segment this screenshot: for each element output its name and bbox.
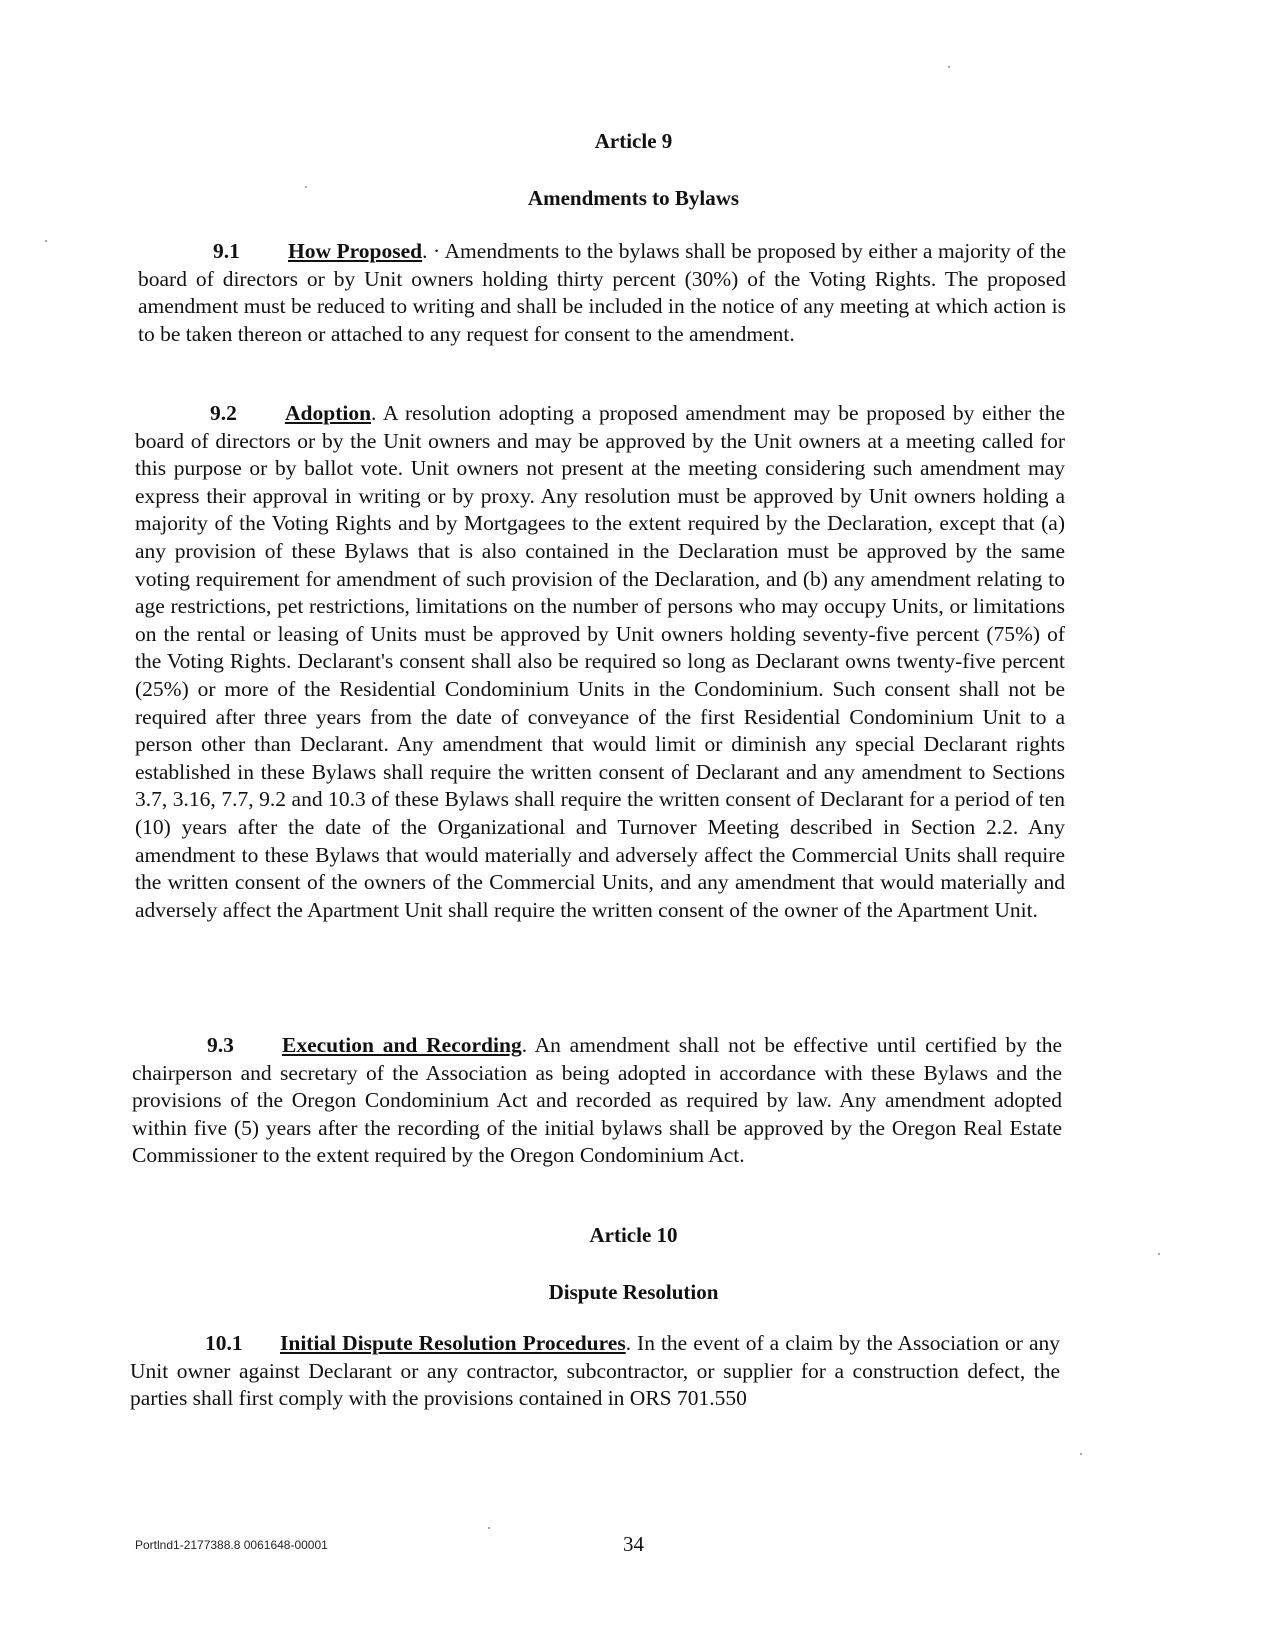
section-body: . In the event of a claim by the Association or any Unit owner against Declarant or any contractor, subcontractor, or supplier for a construction defect, the parties shall first comply with the provisions contained in ORS 701.550: [130, 1331, 1060, 1411]
scan-speck: [948, 66, 950, 68]
section-body: . · Amendments to the bylaws shall be proposed by either a majority of the board of directors or by Unit owners holding thirty percent (30%) of the Voting Rights. The proposed amendment must be reduced to writing and shall be included in the notice of any meeting at which action is to be taken thereon or attached to any request for consent to the amendment.: [138, 239, 1066, 346]
scan-speck: [1158, 1253, 1160, 1255]
article-9-heading: Article 9: [594, 129, 673, 153]
section-number: 9.2: [210, 401, 237, 425]
section-body: . An amendment shall not be effective until certified by the chairperson and secretary of the Association as being adopted in accordance with these Bylaws and the provisions of the Oregon Condominium Act and recorded as required by law. Any amendment adopted within five (5) years after the recording of the initial bylaws shall be approved by the Oregon Real Estate Commissioner to the extent required by the Oregon Condominium Act.: [132, 1033, 1062, 1168]
section-9-1: [138, 238, 1066, 348]
section-9-3: [132, 1032, 1062, 1170]
section-title: How Proposed: [288, 239, 423, 263]
article-9-subheading: Amendments to Bylaws: [527, 186, 740, 210]
scan-speck: [1080, 1453, 1082, 1455]
page-number: 34: [623, 1532, 644, 1556]
scan-speck: [45, 240, 47, 242]
section-number: 9.1: [213, 239, 240, 263]
section-title: Execution and Recording: [282, 1033, 522, 1057]
scan-speck: [305, 186, 307, 188]
article-10-heading: Article 10: [589, 1223, 678, 1247]
section-number: 9.3: [207, 1033, 234, 1057]
section-10-1: [130, 1330, 1060, 1413]
section-number: 10.1: [205, 1331, 243, 1355]
section-body: . A resolution adopting a proposed amendment may be proposed by either the board of directors or by the Unit owners and may be approved by the Unit owners at a meeting called for this purpose or by ballot vote. Unit owners not present at the meeting considering such amendment may express their approval in writing or by proxy. Any resolution must be approved by Unit owners holding a majority of the Voting Rights and by Mortgagees to the extent required by the Declaration, except that (a) any provision of these Bylaws that is also contained in the Declaration must be approved by the same voting requirement for amendment of such provision of the Declaration, and (b) any amendment relating to age restrictions, pet restrictions, limitations on the number of persons who may occupy Units, or limitations on the rental or leasing of Units must be approved by Unit owners holding seventy-five percent (75%) of the Voting Rights. Declarant's consent shall also be required so long as Declarant owns twenty-five percent (25%) or more of the Residential Condominium Units in the Condominium. Such consent shall not be required after three years from the date of conveyance of the first Residential Condominium Unit to a person other than Declarant. Any amendment that would limit or diminish any special Declarant rights established in these Bylaws shall require the written consent of Declarant and any amendment to Sections 3.7, 3.16, 7.7, 9.2 and 10.3 of these Bylaws shall require the written consent of Declarant for a period of ten (10) years after the date of the Organizational and Turnover Meeting described in Section 2.2. Any amendment to these Bylaws that would materially and adversely affect the Commercial Units shall require the written consent of the owners of the Commercial Units, and any amendment that would materially and adversely affect the Apartment Unit shall require the written consent of the owner of the Apartment Unit.: [135, 401, 1065, 922]
scan-speck: [488, 1527, 490, 1529]
section-title: Initial Dispute Resolution Procedures: [280, 1331, 626, 1355]
section-9-2: [135, 400, 1065, 924]
article-10-subheading: Dispute Resolution: [548, 1280, 719, 1304]
document-id: Portlnd1-2177388.8 0061648-00001: [135, 1538, 328, 1552]
section-title: Adoption: [285, 401, 372, 425]
